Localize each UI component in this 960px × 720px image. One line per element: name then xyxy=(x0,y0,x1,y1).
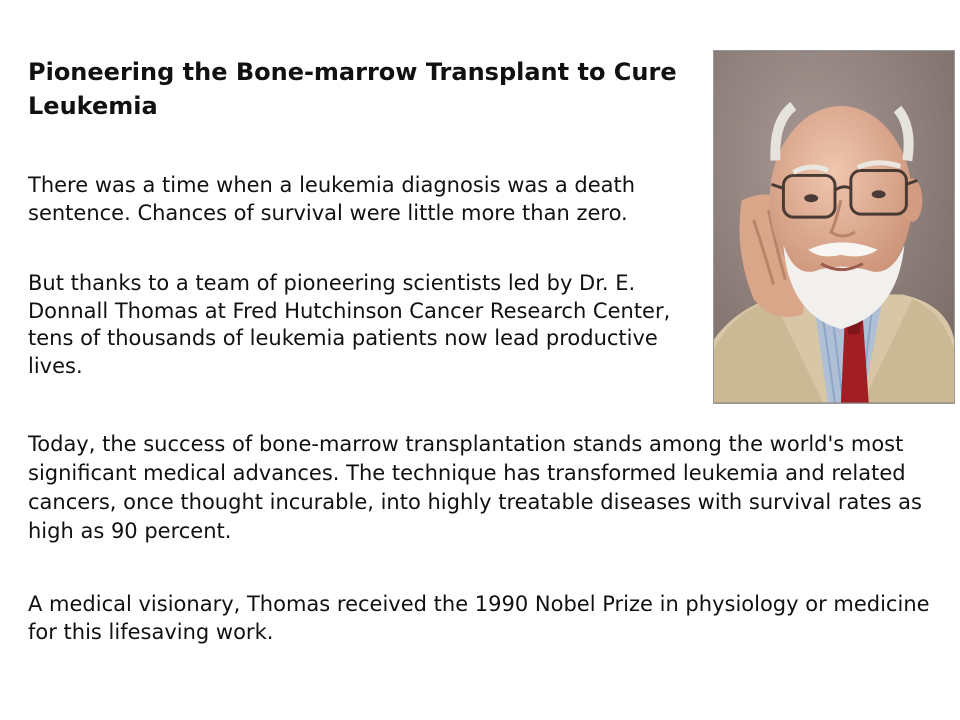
paragraph-intro: There was a time when a leukemia diagnosis was a death sentence. Chances of survival were little more than zero. xyxy=(28,173,636,225)
portrait-photo xyxy=(713,50,955,404)
paragraph-success: Today, the success of bone-marrow transplantation stands among the world's most significant medical advances. The technique has transformed leukemia and related cancers, once thought incurable, into highly treatable diseases with survival rates as high as 90 percent. xyxy=(28,432,922,543)
paragraph-nobel: A medical visionary, Thomas received the 1990 Nobel Prize in physiology or medicine for this lifesaving work. xyxy=(28,592,930,644)
page-title: Pioneering the Bone-marrow Transplant to Cure Leukemia xyxy=(28,58,677,120)
portrait-photo-icon xyxy=(714,51,954,403)
paragraph-team: But thanks to a team of pioneering scientists led by Dr. E. Donnall Thomas at Fred Hutchinson Cancer Research Center, tens of thousands of leukemia patients now lead productive lives. xyxy=(28,271,671,378)
